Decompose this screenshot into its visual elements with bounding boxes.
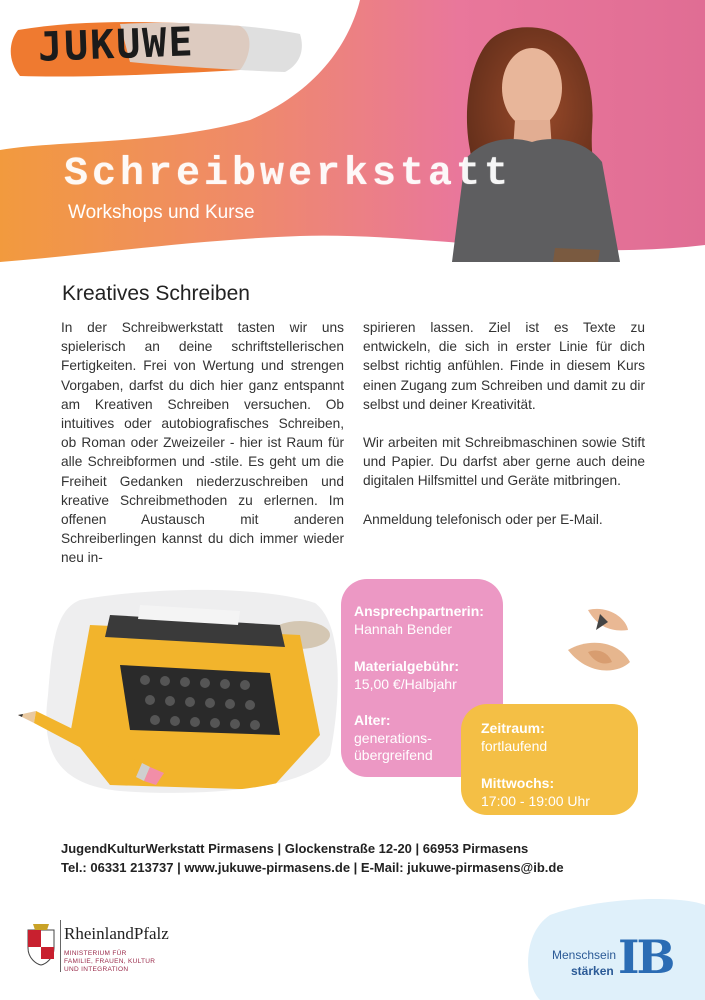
rlp-coat-of-arms-icon — [24, 922, 58, 966]
article-paragraph: Wir arbeiten mit Schreibmaschinen sowie Stift und Papier. Du darfst aber gerne auch deine digitalen Hilfsmittel und Geräte mitbringen. — [363, 435, 645, 489]
age-value-line-2: übergreifend — [354, 747, 433, 763]
contact-value: Hannah Bender — [354, 621, 453, 637]
jukuwe-logo: JUKUWE — [37, 19, 196, 71]
footer-address: JugendKulturWerkstatt Pirmasens | Glockenstraße 12-20 | 66953 Pirmasens — [61, 841, 529, 856]
article-column-2 — [363, 318, 645, 548]
rlp-name: RheinlandPfalz — [64, 924, 169, 943]
rlp-ministry-line-2: FAMILIE, FRAUEN, KULTUR — [64, 958, 156, 965]
pencil-shavings-icon — [548, 600, 648, 690]
age-value-line-1: generations- — [354, 730, 432, 746]
day-label: Mittwochs: — [481, 775, 555, 791]
page-subtitle: Workshops und Kurse — [68, 202, 255, 223]
day-value: 17:00 - 19:00 Uhr — [481, 793, 590, 809]
fee-value: 15,00 €/Halbjahr — [354, 676, 457, 692]
period-label: Zeitraum: — [481, 720, 545, 736]
article-paragraph: In der Schreibwerkstatt tasten wir uns spielerisch an deine schriftstellerischen Fertigkeiten. Frei von Wertung und strengen Vorgaben, darfst du dich hier ganz entspannt am Kreativen Schreiben versuchen. Ob intuitives oder autobiografisches Schreiben, ob Roman oder Zweizeiler - hier ist Raum für alle Schreibformen und -stile. Es geht um die Freiheit Gedanken niederzuschreiben und kreative Schreibmethoden zu erlernen. Im offenen Austausch mit anderen Schreiberlingen kannst du dich immer wieder neu in- — [61, 320, 344, 566]
footer-contact: Tel.: 06331 213737 | www.jukuwe-pirmasens.de | E-Mail: jukuwe-pirmasens@ib.de — [61, 860, 564, 875]
rlp-ministry-line-3: UND INTEGRATION — [64, 966, 129, 973]
rlp-divider — [60, 920, 61, 972]
period-value: fortlaufend — [481, 738, 548, 754]
article-heading: Kreatives Schreiben — [62, 282, 250, 305]
ib-slogan-line-1: Menschsein — [552, 948, 617, 962]
ib-slogan-line-2: stärken — [571, 964, 614, 978]
age-label: Alter: — [354, 712, 391, 728]
page-title: Schreibwerkstatt — [64, 152, 513, 197]
rlp-ministry-line-1: MINISTERIUM FÜR — [64, 950, 127, 957]
ib-logo: IB — [618, 930, 673, 984]
article-column-1 — [61, 318, 344, 587]
article-paragraph: spirieren lassen. Ziel ist es Texte zu entwickeln, die sich in erster Linie für dich selbst richtig anfühlen. Finde in diesem Kurs einen Zugang zum Schreiben und damit zu dir selbst und deiner Kreativität. — [363, 320, 645, 412]
pencil-icon — [14, 705, 164, 785]
contact-label: Ansprechpartnerin: — [354, 603, 484, 619]
article-paragraph: Anmeldung telefonisch oder per E-Mail. — [363, 511, 603, 527]
fee-label: Materialgebühr: — [354, 658, 460, 674]
